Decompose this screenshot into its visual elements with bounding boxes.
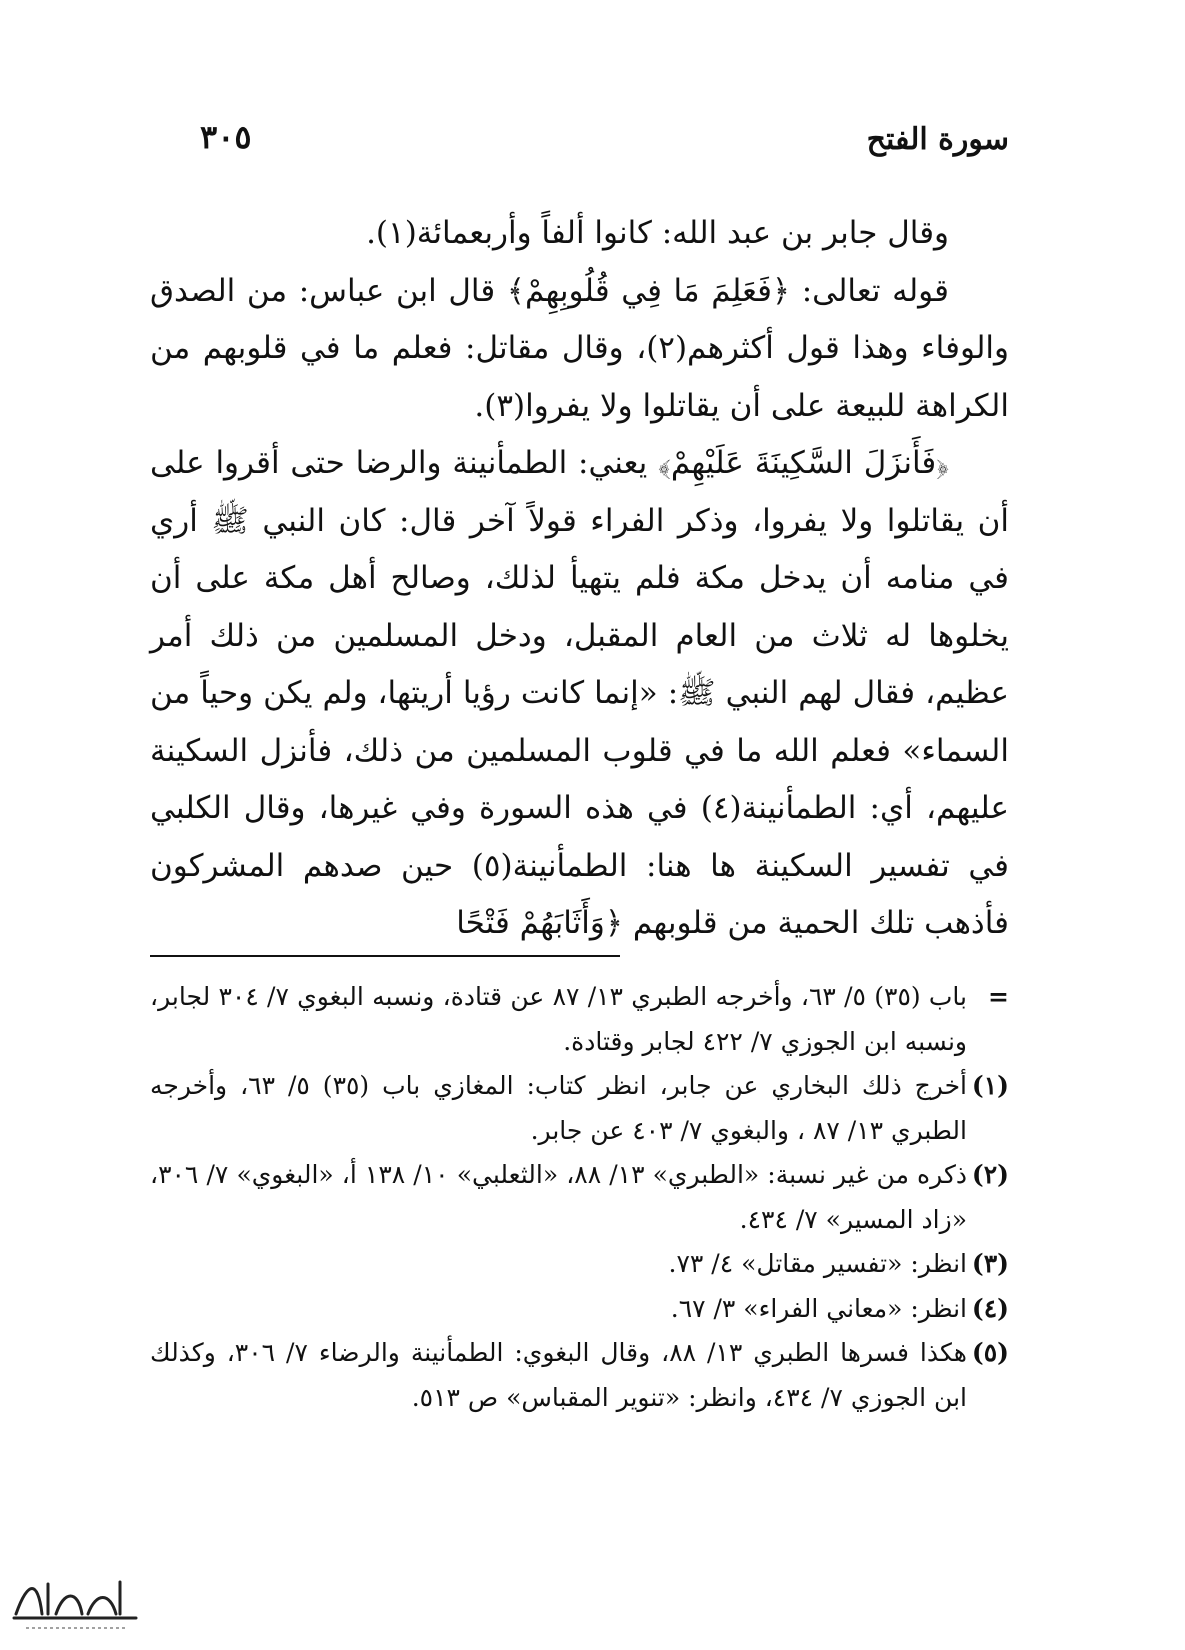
footnote-text: انظر: «معاني الفراء» ٣/ ٦٧. [670, 1293, 967, 1323]
main-text [150, 205, 1009, 953]
footnote-item [150, 1064, 1009, 1153]
paragraph: ﴿فَأَنزَلَ السَّكِينَةَ عَلَيْهِمْ﴾ يعني: الطمأنينة والرضا حتى أقروا على أن يقاتلوا ولا يفروا، وذكر الفراء قولاً آخر قال: كان النبي ﷺ أري في منامه أن يدخل مكة فلم يتهيأ لذلك، وصالح أهل مكة على أن يخلوها له ثلاث من العام المقبل، ودخل المسلمين من ذلك أمر عظيم، فقال لهم النبي ﷺ: «إنما كانت رؤيا أريتها، ولم يكن وحياً من السماء» فعلم الله ما في قلوب المسلمين من ذلك، فأنزل السكينة عليهم، أي: الطمأنينة(٤) في هذه السورة وفي غيرها، وقال الكلبي في تفسير السكينة ها هنا: الطمأنينة(٥) حين صدهم المشركون فأذهب تلك الحمية من قلوبهم ﴿وَأَثَابَهُمْ فَتْحًا [150, 445, 1009, 941]
footnote-text: هكذا فسرها الطبري ١٣/ ٨٨، وقال البغوي: الطمأنينة والرضاء ٧/ ٣٠٦، وكذلك ابن الجوزي ٧/ ٤٣٤، وانظر: «تنوير المقباس» ص ٥١٣. [150, 1338, 967, 1412]
footnote-number: (٤) [971, 1293, 1009, 1323]
footnote-text: أخرج ذلك البخاري عن جابر، انظر كتاب: المغازي باب (٣٥) ٥/ ٦٣، وأخرجه الطبري ١٣/ ٨٧ ، والبغوي ٧/ ٤٠٣ عن جابر. [150, 1071, 967, 1145]
footnote-number: (٥) [971, 1338, 1009, 1367]
footnote-number: = [988, 982, 1009, 1011]
paragraph: قوله تعالى: ﴿فَعَلِمَ مَا فِي قُلُوبِهِمْ﴾ قال ابن عباس: من الصدق والوفاء وهذا قول أكثرهم(٢)، وقال مقاتل: فعلم ما في قلوبهم من الكراهة للبيعة على أن يقاتلوا ولا يفروا(٣). [150, 272, 1009, 424]
running-header-surah: سورة الفتح [866, 122, 1009, 157]
footnote-item [150, 1242, 1009, 1287]
page-number: ٣٠٥ [200, 118, 252, 156]
footnote-separator [150, 955, 620, 957]
paragraph: وقال جابر بن عبد الله: كانوا ألفاً وأربعمائة(١). [366, 215, 949, 251]
watermark-logo [8, 1570, 148, 1638]
footnote-text: ذكره من غير نسبة: «الطبري» ١٣/ ٨٨، «الثعلبي» ١٠/ ١٣٨ أ، «البغوي» ٧/ ٣٠٦، «زاد المسير» ٧/ ٤٣٤. [150, 1160, 967, 1234]
footnote-number: (٢) [971, 1160, 1009, 1189]
footnote-text: انظر: «تفسير مقاتل» ٤/ ٧٣. [668, 1249, 967, 1278]
footnote-item [150, 1287, 1009, 1332]
footnotes [150, 975, 1009, 1420]
footnote-text: باب (٣٥) ٥/ ٦٣، وأخرجه الطبري ١٣/ ٨٧ عن قتادة، ونسبه البغوي ٧/ ٣٠٤ لجابر، ونسبه ابن الجوزي ٧/ ٤٢٢ لجابر وقتادة. [150, 982, 968, 1056]
footnote-number: (٣) [971, 1249, 1009, 1278]
footnote-item [150, 1331, 1009, 1420]
footnote-number: (١) [971, 1071, 1009, 1100]
footnote-item [150, 1153, 1009, 1242]
footnote-item [150, 975, 1009, 1064]
